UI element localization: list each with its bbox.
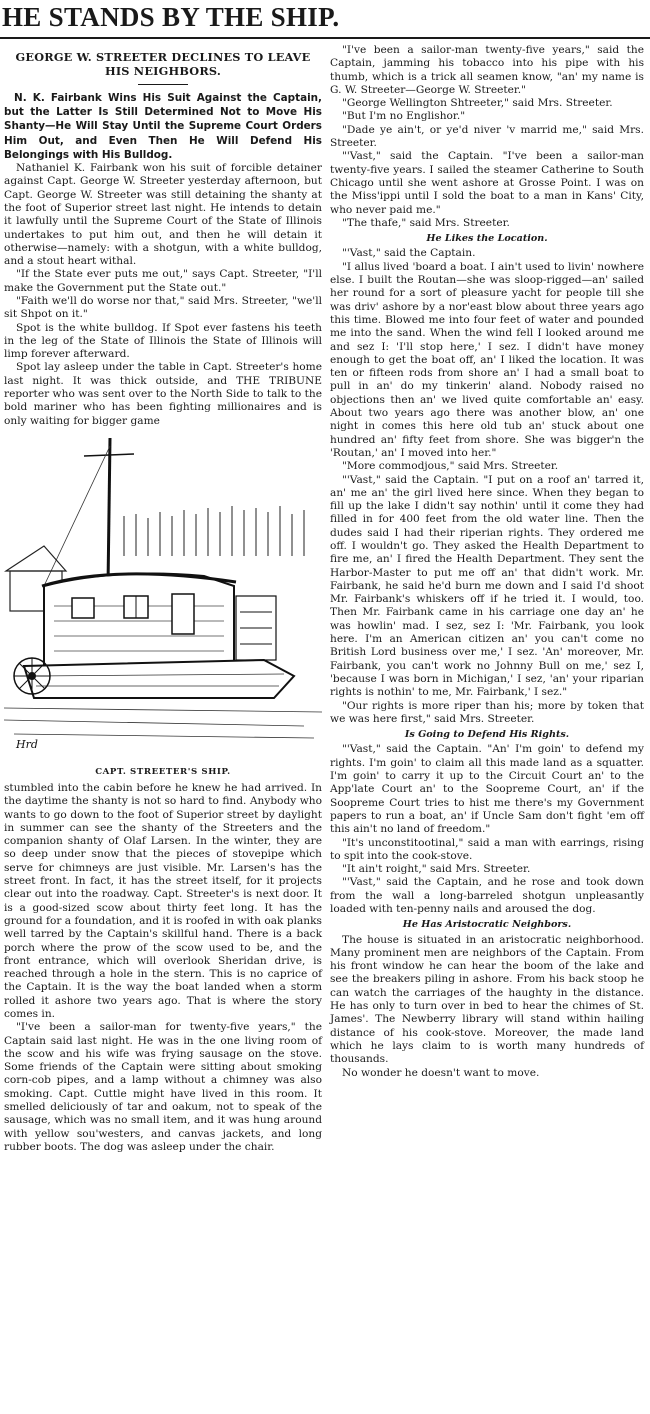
paragraph: "Our rights is more riper than his; more by token that we was here first," said Mrs. Streeter. xyxy=(330,699,644,725)
paragraph: "I allus lived 'board a boat. I ain't used to livin' nowhere else. I built the Routan—she was sloop-rigged—an' sailed her round for a sort of pleasure yacht for people till she was driv' ashore by a nor'east blow about three years ago this time. Blowed me into four feet of water and pounded me into the sand. When the wind fell I looked around me and sez I: 'I'll stop here,' I sez. I didn't have money enough to get the boat off, an' I liked the location. It was ten or fifteen rods from shore an' I had a small boat to pull in an' do my tinkerin' aland. Nobody raised no objections then an' we lived quite comfortable an' easy. About two years ago there was another blow, an' one night in comes this here old tub an' stuck about one hundred an' fifty feet from shore. She was bigger'n the 'Routan,' an' I moved into her." xyxy=(330,260,644,459)
headline: HE STANDS BY THE SHIP. xyxy=(2,2,340,32)
headline-rule xyxy=(0,37,650,39)
paragraph: "'Vast," said the Captain. xyxy=(342,247,476,260)
paragraph: "More commodjous," said Mrs. Streeter. xyxy=(342,460,559,473)
deck: GEORGE W. STREETER DECLINES TO LEAVE HIS NEIGHBORS. xyxy=(15,50,311,78)
column-1 xyxy=(4,44,322,1154)
paragraph: "I've been a sailor-man twenty-five years," said the Captain, jamming his tobacco into his pipe with his thumb, which is a trick all seamen know, "an' my name is G. W. Streeter—George W. Streeter." xyxy=(330,44,644,96)
paragraph: Spot is the white bulldog. If Spot ever fastens his teeth in the leg of the State of Illinois the State of Illinois will limp forever afterward. xyxy=(4,321,322,361)
paragraph: "Faith we'll do worse nor that," said Mrs. Streeter, "we'll sit Shpot on it." xyxy=(4,294,322,321)
paragraph: Nathaniel K. Fairbank won his suit of forcible detainer against Capt. George W. Streeter yesterday afternoon, but Capt. George W. Streeter was still detaining the shanty at the foot of Superior street last night. He intends to detain it lawfully until the Supreme Court of the State of Illinois undertakes to put him out, and then he will detain it otherwise—namely: with a shotgun, with a white bulldog, and a stout heart withal. xyxy=(4,162,322,268)
paragraph: The house is situated in an aristocratic neighborhood. Many prominent men are neighbors of the Captain. From his front window he can hear the boom of the lake and see the breakers piling in ashore. From his back stoop he can watch the carriages of the haughty in the distance. He has only to turn over in bed to hear the chimes of St. James'. The Newberry library will stand within hailing distance of his cook-stove. Moreover, the made land which he lays claim to is worth many hundreds of thousands. xyxy=(330,933,644,1066)
sidehead: Is Going to Defend His Rights. xyxy=(404,729,570,741)
paragraph: "Dade ye ain't, or ye'd niver 'v marrid me," said Mrs. Streeter. xyxy=(330,123,644,150)
paragraph: "'Vast," said the Captain. "I put on a roof an' tarred it, an' me an' the girl lived here since. When they began to fill up the lake I didn't say nothin' until it come they had filled in for 400 feet from the old water line. Then the dudes said I had their riperian rights. They ordered me off. I wouldn't go. They asked the Health Department to fire me, an' I fired the Health Department. They sent the Harbor-Master to put me off an' that didn't work. Mr. Fairbank, he said he'd burn me down and I said I'd shoot Mr. Fairbank's whiskers off if he tried it. I would, too. Then Mr. Fairbank came in his carriage one day an' he was howlin' mad. I sez, sez I: 'Mr. Fairbank, you look here. I'm an American citizen an' you can't come no British Lord business over me,' I sez. 'An' moreover, Mr. Fairbank, you can't work no Johnny Bull on me,' sez I, 'because I was born in Michigan,' I sez, 'an' your riparian rights is nothin' to me, Mr. Fairbank,' I sez." xyxy=(330,473,644,699)
paragraph: "If the State ever puts me out," says Capt. Streeter, "I'll make the Government put the State out." xyxy=(4,268,322,294)
paragraph: "'Vast," said the Captain. "I've been a sailor-man twenty-five years. I sailed the steamer Catherine to South Chicago until she went ashore at Grosse Point. I was on the Miss'ippi until I sold the boat to a man in Kans' City, who never paid me." xyxy=(330,150,644,216)
paragraph: stumbled into the cabin before he knew he had arrived. In the daytime the shanty is not so hard to find. Anybody who wants to go down to the foot of Superior street by daylight in summer can see the shanty of the Streeters and the companion shanty of Olaf Larsen. In the winter, they are so deep under snow that the pieces of stovepipe which serve for chimneys are just visible. Mr. Larsen's has the street front. In fact, it has the street itself, for it projects clear out into the roadway. Capt. Streeter's is next door. It is a good-sized scow about thirty feet long. It has the ground for a foundation, and it is roofed in with oak planks well tarred by the Captain's skillful hand. There is a back porch where the prow of the scow used to be, and the front entrance, which will overlook Sheridan drive, is reached through a hole in the stern. This is no caprice of the Captain. It is the way the boat landed when a storm rolled it ashore two years ago. That is where the story comes in. xyxy=(4,781,322,1020)
paragraph: No wonder he doesn't want to move. xyxy=(342,1066,540,1079)
paragraph: "'Vast," said the Captain, and he rose and took down from the wall a long-barreled shotgun unpleasantly loaded with ten-penny nails and aroused the dog. xyxy=(330,876,644,915)
paragraph: "'Vast," said the Captain. "An' I'm goin' to defend my rights. I'm goin' to claim all this made land as a squatter. I'm goin' to carry it up to the Circuit Court an' to the App'late Court an' to the Soopreme Court, an' if the Soopreme Court tries to hist me there's my Government papers to run a boat, an' if Uncle Sam don't fight 'em off this ain't no land of freedom." xyxy=(330,743,644,836)
illustrator-signature: Hrd xyxy=(16,737,38,751)
paragraph: "George Wellington Shtreeter," said Mrs. Streeter. xyxy=(342,97,613,110)
ship-drawing xyxy=(4,436,322,756)
sidehead: He Has Aristocratic Neighbors. xyxy=(402,919,572,931)
figure-caption: CAPT. STREETER'S SHIP. xyxy=(95,767,231,778)
paragraph: "But I'm no Englishor." xyxy=(342,110,466,123)
paragraph: "It ain't roight," said Mrs. Streeter. xyxy=(342,863,531,876)
ship-illustration xyxy=(4,436,322,776)
subdeck: N. K. Fairbank Wins His Suit Against the Captain, but the Latter Is Still Determined Not to Move His Shanty—He Will Stay Until the Supreme Court Orders Him Out, and Even Then He Will Defend His Belongings with His Bulldog. xyxy=(4,92,322,161)
deck-divider xyxy=(138,84,188,85)
paragraph: "It's unconstitootinal," said a man with earrings, rising to spit into the cook-stove. xyxy=(330,836,644,862)
paragraph: "The thafe," said Mrs. Streeter. xyxy=(342,216,510,229)
column-2 xyxy=(330,44,644,1080)
paragraph: Spot lay asleep under the table in Capt. Streeter's home last night. It was thick outside, and THE TRIBUNE reporter who was sent over to the North Side to talk to the bold mariner who has been fighting millionaires and is only waiting for bigger game xyxy=(4,361,322,427)
paragraph: "I've been a sailor-man for twenty-five years," the Captain said last night. He was in the one living room of the scow and his wife was frying sausage on the stove. Some friends of the Captain were sitting about smoking corn-cob pipes, and a lamp without a chimney was also smoking. Capt. Cuttle might have lived in this room. It smelled deliciously of tar and oakum, not to speak of the sausage, which was no small item, and it was hung around with yellow sou'westers, and canvas jackets, and long rubber boots. The dog was asleep under the chair. xyxy=(4,1021,322,1153)
sidehead: He Likes the Location. xyxy=(426,233,548,245)
